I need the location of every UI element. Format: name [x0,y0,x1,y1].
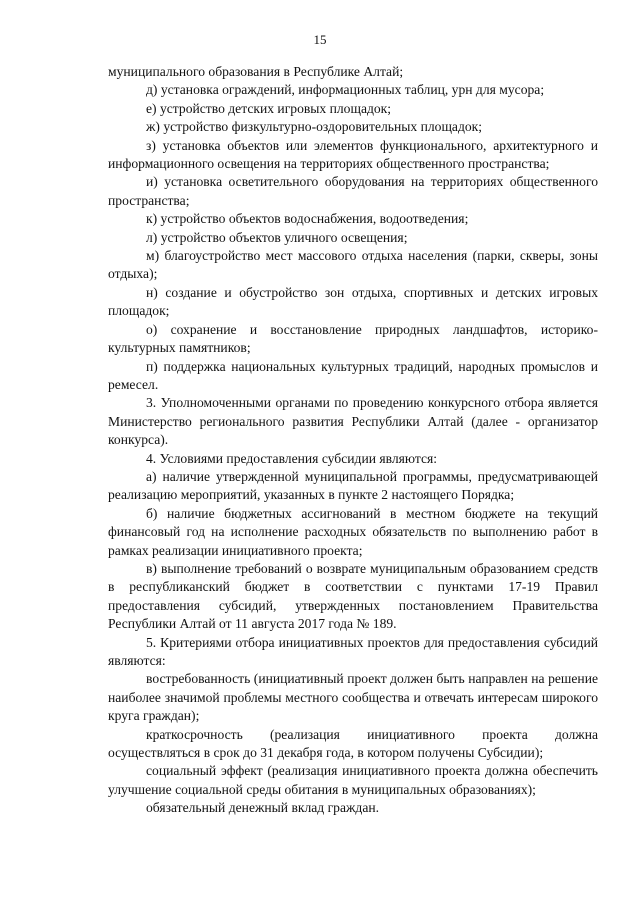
paragraph: социальный эффект (реализация инициативного проекта должна обеспечить улучшение социальной среды обитания в муниципальных образованиях); [108,763,598,797]
paragraph: о) сохранение и восстановление природных ландшафтов, историко-культурных памятников; [108,321,598,356]
paragraph: д) установка ограждений, информационных таблиц, урн для мусора; [146,82,545,98]
paragraph: краткосрочность (реализация инициативного проекта должна осуществляться в срок до 31 декабря года, в котором получены Субсидии); [108,726,598,761]
paragraph: ж) устройство физкультурно-оздоровительных площадок; [146,119,483,135]
page-number: 15 [313,32,327,47]
paragraph: п) поддержка национальных культурных традиций, народных промыслов и ремесел. [108,358,598,392]
paragraph: н) создание и обустройство зон отдыха, спортивных и детских игровых площадок; [108,284,598,319]
paragraph: муниципального образования в Республике Алтай; [108,64,404,79]
paragraph: а) наличие утвержденной муниципальной программы, предусматривающей реализацию мероприятий, указанных в пункте 2 настоящего Порядка; [108,468,598,503]
paragraph: 3. Уполномоченными органами по проведению конкурсного отбора является Министерство регионального развития Республики Алтай (далее - организатор конкурса). [108,395,598,448]
paragraph: в) выполнение требований о возврате муниципальным образованием средств в республиканский бюджет в соответствии с пунктами 17-19 Правил предоставления субсидий, утвержденных постановлением Правительства Республики Алтай от 11 августа 2017 года № 189. [108,560,598,632]
paragraph: востребованность (инициативный проект должен быть направлен на решение наиболее значимой проблемы местного сообщества и отвечать интересам широкого круга граждан); [108,671,598,724]
paragraph: и) установка осветительного оборудования на территориях общественного пространства; [108,174,598,208]
paragraph: 4. Условиями предоставления субсидии являются: [146,450,438,466]
paragraph: л) устройство объектов уличного освещения; [146,229,408,245]
paragraph: обязательный денежный вклад граждан. [146,800,380,816]
paragraph: б) наличие бюджетных ассигнований в местном бюджете на текущий финансовый год на исполнение расходных обязательств по выполнению работ в рамках реализации инициативного проекта; [108,505,598,558]
paragraph: 5. Критериями отбора инициативных проектов для предоставления субсидий являются: [108,634,598,668]
paragraph: е) устройство детских игровых площадок; [146,100,392,116]
paragraph: з) установка объектов или элементов функционального, архитектурного и информационного освещения на территориях общественного пространства; [108,137,598,172]
paragraph: к) устройство объектов водоснабжения, водоотведения; [146,211,469,227]
document-body [108,63,598,818]
paragraph: м) благоустройство мест массового отдыха населения (парки, скверы, зоны отдыха); [108,248,598,282]
